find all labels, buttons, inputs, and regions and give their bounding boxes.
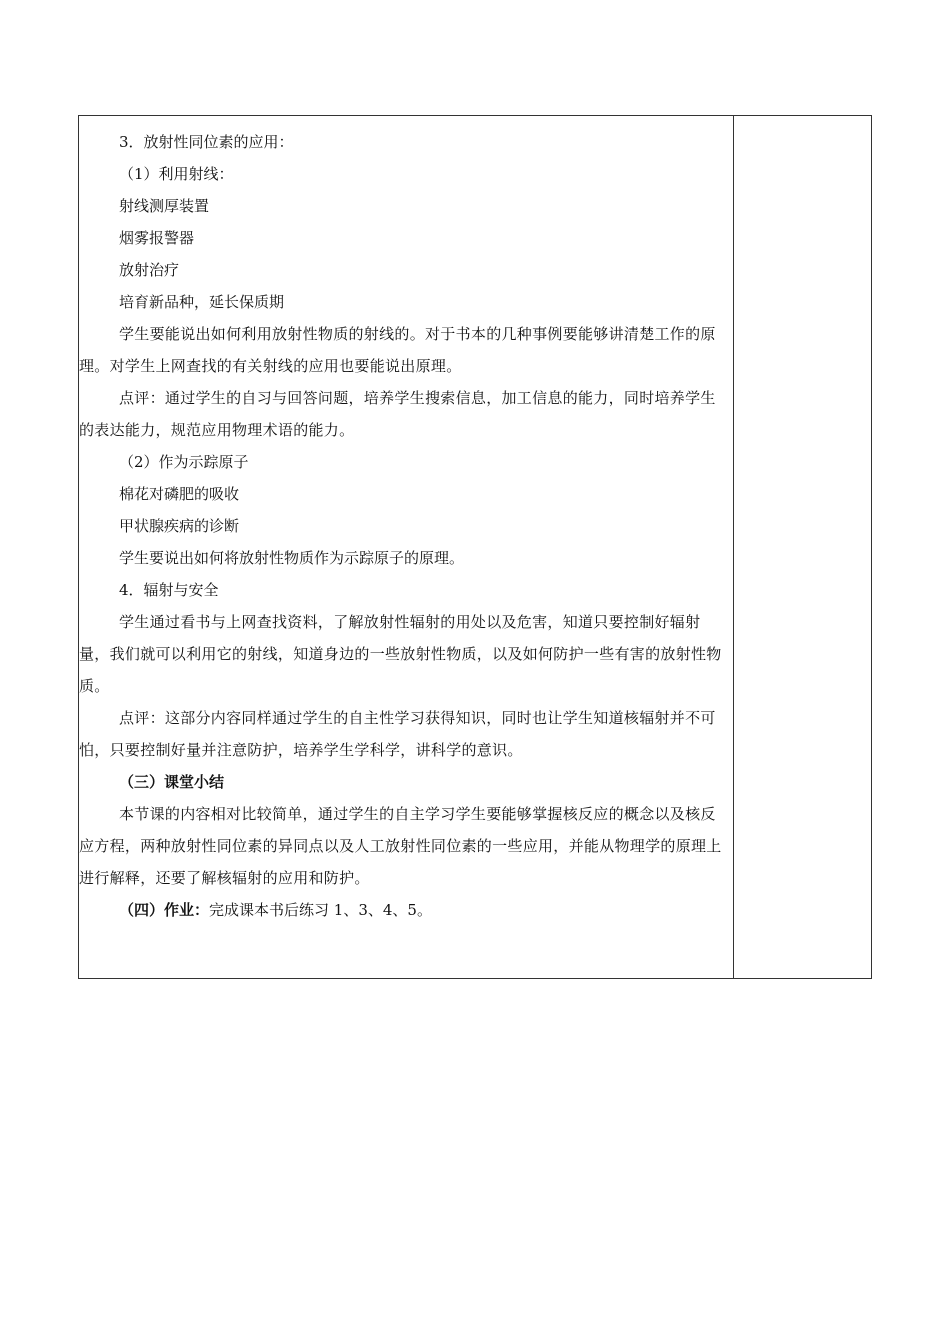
item-thyroid-diagnosis: 甲状腺疾病的诊断 — [119, 517, 240, 535]
section4-heading: 4．辐射与安全 — [119, 581, 219, 599]
section4-para: 学生通过看书与上网查找资料，了解放射性辐射的用处以及危害，知道只要控制好辐射量，我们就可以利用它的射线，知道身边的一些放射性物质，以及如何防护一些有害的放射性物质。 — [79, 613, 722, 695]
lesson-table — [78, 115, 872, 979]
homework-text: 完成课本书后练习 1、3、4、5。 — [209, 901, 432, 919]
item-cotton-phosphate: 棉花对磷肥的吸收 — [119, 485, 240, 503]
homework-label: （四）作业： — [119, 901, 210, 919]
item-radiotherapy: 放射治疗 — [119, 261, 180, 279]
section3-heading: 3．放射性同位素的应用： — [119, 133, 294, 151]
section4-comment: 点评：这部分内容同样通过学生的自主性学习获得知识，同时也让学生知道核辐射并不可怕，只要控制好量并注意防护，培养学生学科学，讲科学的意识。 — [79, 709, 716, 759]
item-smoke-alarm: 烟雾报警器 — [119, 229, 195, 247]
summary-para: 本节课的内容相对比较简单，通过学生的自主学习学生要能够掌握核反应的概念以及核反应方程，两种放射性同位素的异同点以及人工放射性同位素的一些应用，并能从物理学的原理上进行解释，还要了解核辐射的应用和防护。 — [79, 805, 722, 887]
homework-line — [119, 894, 725, 926]
section3-para1: 学生要能说出如何利用放射性物质的射线的。对于书本的几种事例要能够讲清楚工作的原理。对学生上网查找的有关射线的应用也要能说出原理。 — [79, 325, 716, 375]
section3-sub2: （2）作为示踪原子 — [119, 453, 249, 471]
section3-para2: 学生要说出如何将放射性物质作为示踪原子的原理。 — [119, 549, 465, 567]
summary-heading: （三）课堂小结 — [119, 773, 225, 791]
item-breeding: 培育新品种，延长保质期 — [119, 293, 285, 311]
section3-comment1: 点评：通过学生的自习与回答问题，培养学生搜索信息，加工信息的能力，同时培养学生的表达能力，规范应用物理术语的能力。 — [79, 389, 716, 439]
content-cell — [79, 116, 734, 978]
item-thickness-gauge: 射线测厚装置 — [119, 197, 210, 215]
section3-sub1: （1）利用射线： — [119, 165, 234, 183]
notes-cell — [734, 116, 871, 978]
